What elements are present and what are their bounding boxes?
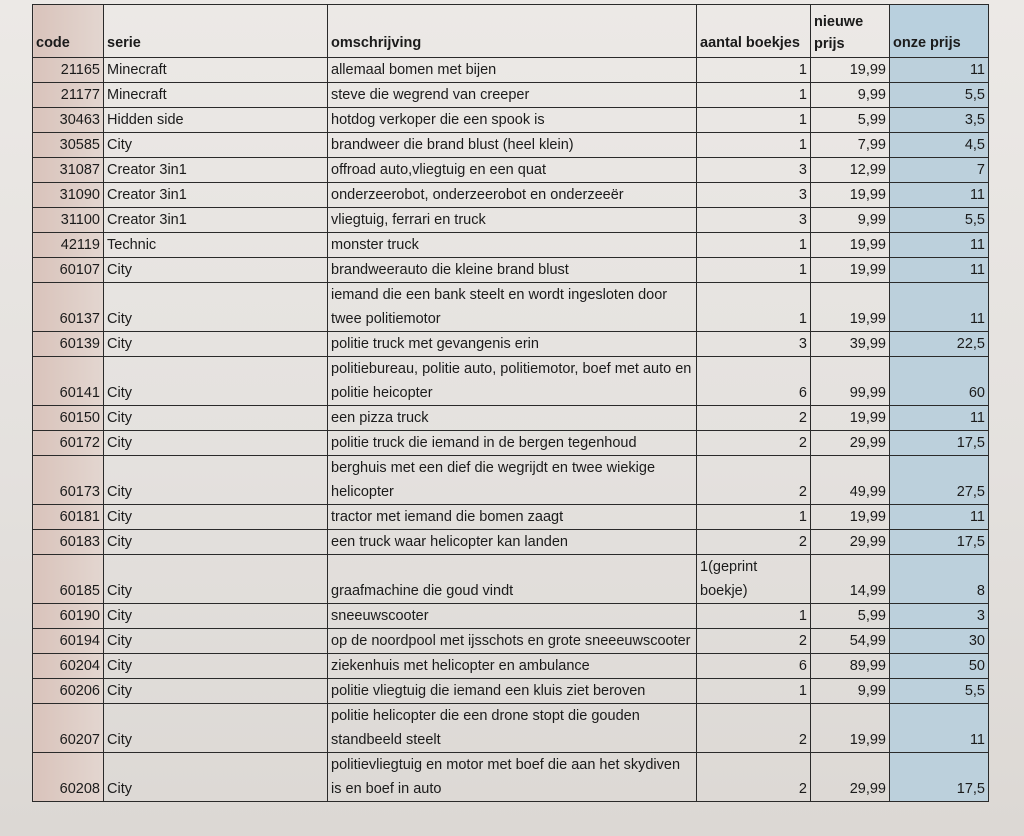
cell-aantal: 1 xyxy=(697,133,811,158)
cell-aantal: 1 xyxy=(697,233,811,258)
cell-nieuwe-prijs: 7,99 xyxy=(811,133,890,158)
cell-serie: City xyxy=(104,357,328,406)
cell-nieuwe-prijs: 5,99 xyxy=(811,108,890,133)
cell-aantal: 6 xyxy=(697,357,811,406)
cell-omschrijving: iemand die een bank steelt en wordt ingesloten door twee politiemotor xyxy=(328,283,697,332)
cell-code: 42119 xyxy=(33,233,104,258)
cell-aantal: 1(geprint boekje) xyxy=(697,555,811,604)
cell-onze-prijs: 17,5 xyxy=(890,431,989,456)
cell-serie: Creator 3in1 xyxy=(104,208,328,233)
cell-serie: Technic xyxy=(104,233,328,258)
cell-nieuwe-prijs: 9,99 xyxy=(811,208,890,233)
table-row xyxy=(33,679,989,704)
cell-aantal: 2 xyxy=(697,753,811,802)
header-code: code xyxy=(33,5,104,58)
cell-onze-prijs: 3,5 xyxy=(890,108,989,133)
cell-serie: City xyxy=(104,332,328,357)
cell-serie: Creator 3in1 xyxy=(104,158,328,183)
cell-nieuwe-prijs: 29,99 xyxy=(811,530,890,555)
table-row xyxy=(33,505,989,530)
cell-onze-prijs: 50 xyxy=(890,654,989,679)
cell-code: 60207 xyxy=(33,704,104,753)
table-row xyxy=(33,530,989,555)
cell-omschrijving: op de noordpool met ijsschots en grote sneeeuwscooter xyxy=(328,629,697,654)
table-row xyxy=(33,753,989,802)
cell-omschrijving: tractor met iemand die bomen zaagt xyxy=(328,505,697,530)
cell-onze-prijs: 17,5 xyxy=(890,753,989,802)
cell-serie: City xyxy=(104,431,328,456)
cell-aantal: 2 xyxy=(697,530,811,555)
cell-onze-prijs: 4,5 xyxy=(890,133,989,158)
cell-code: 60150 xyxy=(33,406,104,431)
cell-code: 60107 xyxy=(33,258,104,283)
cell-aantal: 1 xyxy=(697,83,811,108)
cell-code: 60173 xyxy=(33,456,104,505)
table-row xyxy=(33,133,989,158)
cell-serie: City xyxy=(104,505,328,530)
cell-serie: City xyxy=(104,283,328,332)
cell-serie: City xyxy=(104,555,328,604)
cell-code: 60137 xyxy=(33,283,104,332)
cell-omschrijving: vliegtuig, ferrari en truck xyxy=(328,208,697,233)
cell-code: 60172 xyxy=(33,431,104,456)
cell-aantal: 1 xyxy=(697,283,811,332)
cell-omschrijving: politie vliegtuig die iemand een kluis ziet beroven xyxy=(328,679,697,704)
cell-nieuwe-prijs: 29,99 xyxy=(811,753,890,802)
cell-omschrijving: steve die wegrend van creeper xyxy=(328,83,697,108)
cell-omschrijving: berghuis met een dief die wegrijdt en twee wiekige helicopter xyxy=(328,456,697,505)
cell-omschrijving: offroad auto,vliegtuig en een quat xyxy=(328,158,697,183)
table-row xyxy=(33,629,989,654)
table-row xyxy=(33,258,989,283)
cell-onze-prijs: 11 xyxy=(890,704,989,753)
cell-serie: City xyxy=(104,704,328,753)
cell-code: 31090 xyxy=(33,183,104,208)
cell-aantal: 1 xyxy=(697,679,811,704)
cell-serie: Minecraft xyxy=(104,83,328,108)
cell-omschrijving: een pizza truck xyxy=(328,406,697,431)
cell-nieuwe-prijs: 14,99 xyxy=(811,555,890,604)
cell-omschrijving: onderzeerobot, onderzeerobot en onderzeeër xyxy=(328,183,697,208)
cell-onze-prijs: 8 xyxy=(890,555,989,604)
cell-code: 60194 xyxy=(33,629,104,654)
header-onze-prijs: onze prijs xyxy=(890,5,989,58)
table-row xyxy=(33,208,989,233)
table-row xyxy=(33,704,989,753)
cell-omschrijving: een truck waar helicopter kan landen xyxy=(328,530,697,555)
cell-aantal: 6 xyxy=(697,654,811,679)
cell-omschrijving: politie truck met gevangenis erin xyxy=(328,332,697,357)
cell-omschrijving: graafmachine die goud vindt xyxy=(328,555,697,604)
cell-nieuwe-prijs: 89,99 xyxy=(811,654,890,679)
cell-omschrijving: politiebureau, politie auto, politiemotor, boef met auto en politie heicopter xyxy=(328,357,697,406)
cell-aantal: 1 xyxy=(697,604,811,629)
header-row xyxy=(33,5,989,58)
cell-onze-prijs: 30 xyxy=(890,629,989,654)
cell-code: 31100 xyxy=(33,208,104,233)
cell-omschrijving: brandweerauto die kleine brand blust xyxy=(328,258,697,283)
cell-code: 60206 xyxy=(33,679,104,704)
table-row xyxy=(33,406,989,431)
cell-aantal: 1 xyxy=(697,108,811,133)
cell-serie: Minecraft xyxy=(104,58,328,83)
table-row xyxy=(33,555,989,604)
cell-aantal: 2 xyxy=(697,406,811,431)
cell-omschrijving: brandweer die brand blust (heel klein) xyxy=(328,133,697,158)
cell-aantal: 2 xyxy=(697,704,811,753)
table-body xyxy=(33,58,989,802)
cell-code: 60190 xyxy=(33,604,104,629)
cell-nieuwe-prijs: 54,99 xyxy=(811,629,890,654)
cell-onze-prijs: 11 xyxy=(890,58,989,83)
cell-aantal: 1 xyxy=(697,58,811,83)
cell-onze-prijs: 3 xyxy=(890,604,989,629)
table-row xyxy=(33,654,989,679)
cell-omschrijving: politie truck die iemand in de bergen tegenhoud xyxy=(328,431,697,456)
cell-nieuwe-prijs: 19,99 xyxy=(811,233,890,258)
cell-serie: City xyxy=(104,406,328,431)
cell-nieuwe-prijs: 19,99 xyxy=(811,183,890,208)
cell-onze-prijs: 11 xyxy=(890,183,989,208)
cell-nieuwe-prijs: 19,99 xyxy=(811,258,890,283)
cell-onze-prijs: 11 xyxy=(890,233,989,258)
cell-nieuwe-prijs: 19,99 xyxy=(811,505,890,530)
cell-omschrijving: hotdog verkoper die een spook is xyxy=(328,108,697,133)
cell-onze-prijs: 5,5 xyxy=(890,83,989,108)
table-row xyxy=(33,332,989,357)
cell-nieuwe-prijs: 12,99 xyxy=(811,158,890,183)
cell-serie: City xyxy=(104,604,328,629)
table-row xyxy=(33,604,989,629)
cell-onze-prijs: 11 xyxy=(890,406,989,431)
cell-code: 60185 xyxy=(33,555,104,604)
table-row xyxy=(33,158,989,183)
cell-omschrijving: allemaal bomen met bijen xyxy=(328,58,697,83)
cell-nieuwe-prijs: 19,99 xyxy=(811,704,890,753)
cell-aantal: 3 xyxy=(697,158,811,183)
cell-serie: City xyxy=(104,530,328,555)
cell-aantal: 2 xyxy=(697,629,811,654)
cell-code: 21165 xyxy=(33,58,104,83)
cell-code: 30585 xyxy=(33,133,104,158)
table-row xyxy=(33,456,989,505)
cell-onze-prijs: 11 xyxy=(890,505,989,530)
cell-serie: City xyxy=(104,258,328,283)
table-row xyxy=(33,233,989,258)
price-table xyxy=(32,4,989,802)
cell-nieuwe-prijs: 9,99 xyxy=(811,679,890,704)
cell-onze-prijs: 5,5 xyxy=(890,679,989,704)
cell-code: 60139 xyxy=(33,332,104,357)
cell-serie: City xyxy=(104,629,328,654)
cell-aantal: 1 xyxy=(697,505,811,530)
cell-nieuwe-prijs: 19,99 xyxy=(811,58,890,83)
cell-onze-prijs: 11 xyxy=(890,283,989,332)
cell-aantal: 1 xyxy=(697,258,811,283)
table-row xyxy=(33,58,989,83)
cell-aantal: 2 xyxy=(697,431,811,456)
cell-omschrijving: sneeuwscooter xyxy=(328,604,697,629)
cell-onze-prijs: 22,5 xyxy=(890,332,989,357)
cell-serie: City xyxy=(104,654,328,679)
cell-serie: City xyxy=(104,133,328,158)
cell-nieuwe-prijs: 19,99 xyxy=(811,406,890,431)
cell-serie: Hidden side xyxy=(104,108,328,133)
header-nieuwe-prijs: nieuwe prijs xyxy=(811,5,890,58)
cell-code: 21177 xyxy=(33,83,104,108)
cell-serie: Creator 3in1 xyxy=(104,183,328,208)
table-row xyxy=(33,83,989,108)
header-omschrijving: omschrijving xyxy=(328,5,697,58)
cell-serie: City xyxy=(104,753,328,802)
cell-aantal: 3 xyxy=(697,208,811,233)
table-row xyxy=(33,357,989,406)
cell-nieuwe-prijs: 5,99 xyxy=(811,604,890,629)
cell-nieuwe-prijs: 29,99 xyxy=(811,431,890,456)
cell-aantal: 3 xyxy=(697,332,811,357)
cell-omschrijving: politievliegtuig en motor met boef die aan het skydiven is en boef in auto xyxy=(328,753,697,802)
cell-code: 60204 xyxy=(33,654,104,679)
cell-nieuwe-prijs: 39,99 xyxy=(811,332,890,357)
cell-aantal: 2 xyxy=(697,456,811,505)
cell-code: 31087 xyxy=(33,158,104,183)
table-row xyxy=(33,283,989,332)
table-row xyxy=(33,108,989,133)
cell-nieuwe-prijs: 99,99 xyxy=(811,357,890,406)
cell-nieuwe-prijs: 19,99 xyxy=(811,283,890,332)
header-serie: serie xyxy=(104,5,328,58)
cell-onze-prijs: 5,5 xyxy=(890,208,989,233)
cell-code: 30463 xyxy=(33,108,104,133)
table-row xyxy=(33,431,989,456)
cell-serie: City xyxy=(104,679,328,704)
cell-nieuwe-prijs: 9,99 xyxy=(811,83,890,108)
cell-onze-prijs: 27,5 xyxy=(890,456,989,505)
cell-onze-prijs: 7 xyxy=(890,158,989,183)
cell-code: 60141 xyxy=(33,357,104,406)
cell-serie: City xyxy=(104,456,328,505)
cell-omschrijving: politie helicopter die een drone stopt die gouden standbeeld steelt xyxy=(328,704,697,753)
cell-onze-prijs: 60 xyxy=(890,357,989,406)
cell-omschrijving: ziekenhuis met helicopter en ambulance xyxy=(328,654,697,679)
cell-omschrijving: monster truck xyxy=(328,233,697,258)
cell-code: 60208 xyxy=(33,753,104,802)
cell-nieuwe-prijs: 49,99 xyxy=(811,456,890,505)
header-aantal: aantal boekjes xyxy=(697,5,811,58)
cell-aantal: 3 xyxy=(697,183,811,208)
cell-code: 60181 xyxy=(33,505,104,530)
table-row xyxy=(33,183,989,208)
cell-code: 60183 xyxy=(33,530,104,555)
cell-onze-prijs: 17,5 xyxy=(890,530,989,555)
cell-onze-prijs: 11 xyxy=(890,258,989,283)
